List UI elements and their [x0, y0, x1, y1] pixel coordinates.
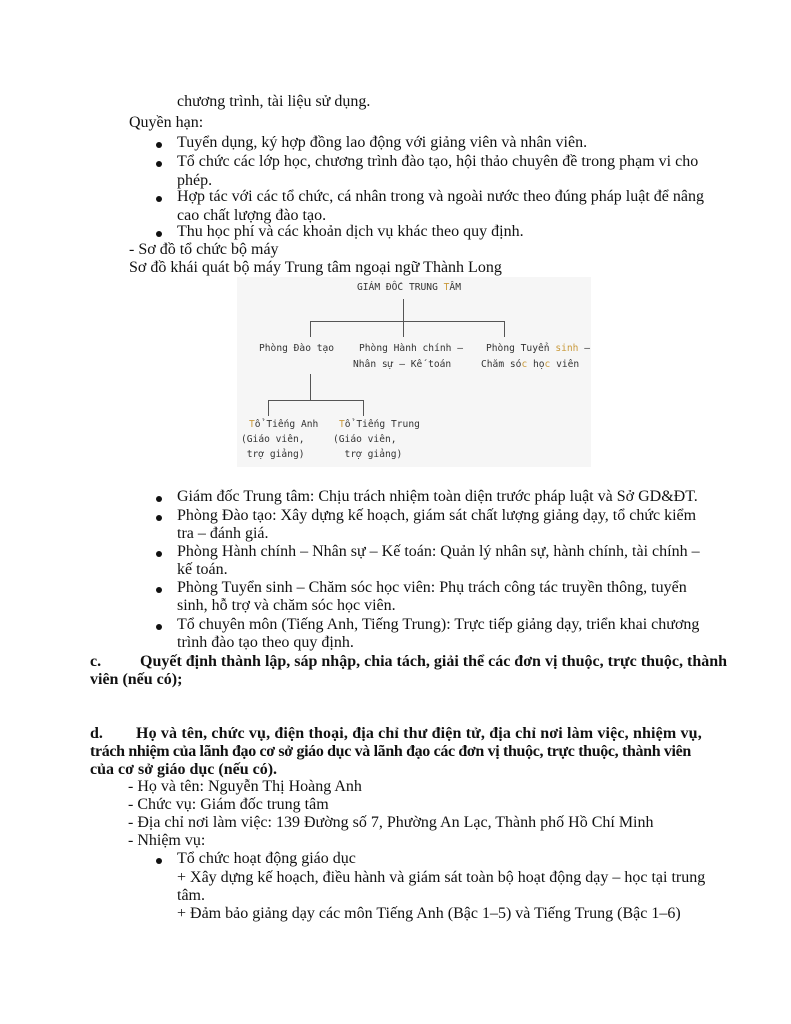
- connector-line: [268, 400, 364, 401]
- bullet-icon: [156, 515, 162, 521]
- duties-heading: - Nhiệm vụ:: [128, 832, 206, 849]
- bullet-icon: [156, 142, 162, 148]
- duty-sub-item-cont: tâm.: [177, 887, 205, 904]
- section-c-heading-cont: viên (nếu có);: [90, 671, 183, 688]
- section-d-label: d.: [90, 725, 103, 742]
- connector-line: [310, 374, 311, 400]
- role-item: Phòng Đào tạo: Xây dựng kế hoạch, giám sát chất lượng giảng dạy, tổ chức kiểm: [177, 507, 697, 524]
- bullet-icon: [156, 161, 162, 167]
- org-heading: - Sơ đồ tổ chức bộ máy: [129, 241, 279, 258]
- connector-line: [403, 321, 404, 337]
- node-admissions-dept: Phòng Tuyển sinh –: [486, 343, 590, 354]
- node-chinese-team-line3: trợ giảng): [333, 449, 403, 460]
- power-item: Hợp tác với các tổ chức, cá nhân trong và ngoài nước theo đúng pháp luật để nâng: [177, 188, 704, 205]
- node-english-team-line3: trợ giảng): [241, 449, 305, 460]
- bullet-icon: [156, 196, 162, 202]
- section-c-heading: Quyết định thành lập, sáp nhập, chia tách, giải thể các đơn vị thuộc, trực thuộc, thành: [140, 653, 728, 670]
- power-item: Thu học phí và các khoản dịch vụ khác theo quy định.: [177, 223, 524, 240]
- node-admissions-dept-line2: Chăm sóc học viên: [481, 359, 580, 370]
- leader-name: - Họ và tên: Nguyễn Thị Hoàng Anh: [128, 778, 362, 795]
- powers-heading: Quyền hạn:: [129, 114, 204, 131]
- bullet-icon: [156, 496, 162, 502]
- connector-line: [268, 400, 269, 416]
- role-item: Phòng Tuyển sinh – Chăm sóc học viên: Phụ trách công tác truyền thông, tuyển: [177, 579, 687, 596]
- bullet-icon: [156, 858, 162, 864]
- duty-sub-item: + Đảm bảo giảng dạy các môn Tiếng Anh (Bậc 1–5) và Tiếng Trung (Bậc 1–6): [177, 905, 681, 922]
- leader-address: - Địa chỉ nơi làm việc: 139 Đường số 7, Phường An Lạc, Thành phố Hồ Chí Minh: [128, 814, 654, 831]
- power-item-cont: cao chất lượng đào tạo.: [177, 207, 327, 224]
- bullet-icon: [156, 624, 162, 630]
- bullet-icon: [156, 231, 162, 237]
- node-english-team: Tổ Tiếng Anh: [249, 419, 319, 430]
- bullet-icon: [156, 587, 162, 593]
- org-chart-diagram: [237, 277, 591, 467]
- role-item-cont: sinh, hỗ trợ và chăm sóc học viên.: [177, 597, 396, 614]
- duty-item: Tổ chức hoạt động giáo dục: [177, 850, 356, 867]
- node-chinese-team: Tổ Tiếng Trung: [339, 419, 420, 430]
- node-english-team-line2: (Giáo viên,: [241, 434, 305, 445]
- section-c-label: c.: [90, 653, 102, 670]
- connector-line: [403, 299, 404, 321]
- connector-line: [504, 321, 505, 337]
- role-item-cont: kế toán.: [177, 561, 228, 578]
- org-caption: Sơ đồ khái quát bộ máy Trung tâm ngoại ngữ Thành Long: [129, 259, 502, 276]
- connector-line: [310, 321, 505, 322]
- role-item: Giám đốc Trung tâm: Chịu trách nhiệm toàn diện trước pháp luật và Sở GD&ĐT.: [177, 488, 698, 505]
- power-item-cont: phép.: [177, 172, 213, 189]
- role-item: Phòng Hành chính – Nhân sự – Kế toán: Quản lý nhân sự, hành chính, tài chính –: [177, 543, 700, 560]
- node-chinese-team-line2: (Giáo viên,: [333, 434, 397, 445]
- power-item: Tuyển dụng, ký hợp đồng lao động với giảng viên và nhân viên.: [177, 134, 588, 151]
- role-item-cont: trình đào tạo theo quy định.: [177, 634, 354, 651]
- connector-line: [310, 321, 311, 337]
- power-item: Tổ chức các lớp học, chương trình đào tạo, hội thảo chuyên đề trong phạm vi cho: [177, 153, 699, 170]
- role-item-cont: tra – đánh giá.: [177, 525, 269, 542]
- section-d-heading: Họ và tên, chức vụ, điện thoại, địa chỉ thư điện tử, địa chỉ nơi làm việc, nhiệm vụ,: [136, 725, 702, 742]
- node-director: GIÁM ĐỐC TRUNG TÂM: [357, 282, 461, 293]
- continuation-text: chương trình, tài liệu sử dụng.: [177, 93, 371, 110]
- role-item: Tổ chuyên môn (Tiếng Anh, Tiếng Trung): Trực tiếp giảng dạy, triển khai chương: [177, 616, 700, 633]
- connector-line: [363, 400, 364, 416]
- node-training-dept: Phòng Đào tạo: [259, 343, 335, 354]
- node-admin-dept: Phòng Hành chính –: [359, 343, 463, 354]
- section-d-heading-cont: trách nhiệm của lãnh đạo cơ sở giáo dục và lãnh đạo các đơn vị thuộc, trực thuộc, thành viên: [90, 743, 691, 760]
- section-d-heading-cont2: của cơ sở giáo dục (nếu có).: [90, 761, 278, 778]
- duty-sub-item: + Xây dựng kế hoạch, điều hành và giám sát toàn bộ hoạt động dạy – học tại trung: [177, 869, 706, 886]
- bullet-icon: [156, 551, 162, 557]
- node-admin-dept-line2: Nhân sự – Kế toán: [353, 359, 452, 370]
- leader-position: - Chức vụ: Giám đốc trung tâm: [128, 796, 329, 813]
